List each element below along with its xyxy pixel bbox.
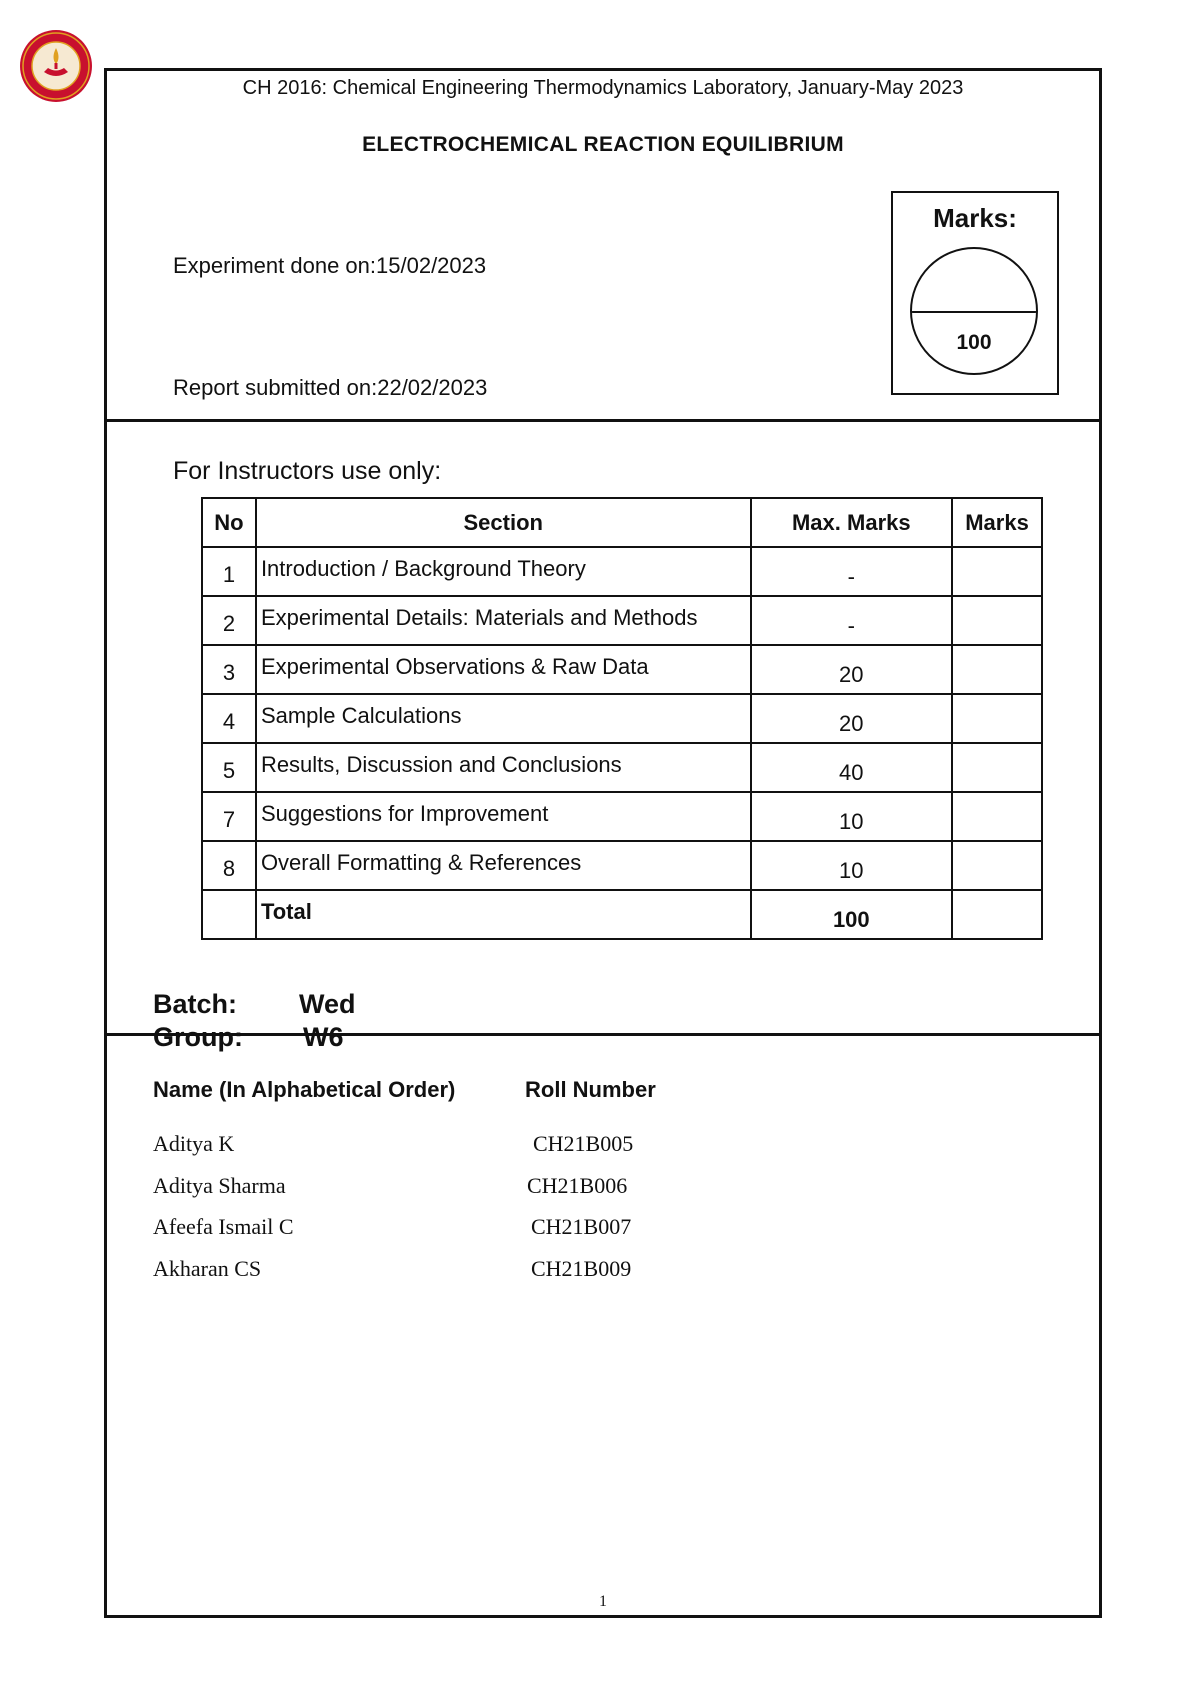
- experiment-title: ELECTROCHEMICAL REACTION EQUILIBRIUM: [362, 133, 844, 156]
- batch-row: [153, 989, 356, 1020]
- row-max-marks: 10: [751, 792, 953, 841]
- column-header-section: Section: [256, 498, 751, 547]
- table-row: [202, 841, 1042, 890]
- member-roll: CH21B009: [531, 1256, 632, 1281]
- row-max-marks: 20: [751, 645, 953, 694]
- member-roll: CH21B007: [531, 1214, 632, 1239]
- member-roll: CH21B006: [527, 1173, 628, 1198]
- batch-value: Wed: [299, 989, 356, 1019]
- page-number: 1: [599, 1593, 607, 1610]
- marks-divider: [912, 311, 1036, 313]
- instructors-heading: For Instructors use only:: [173, 457, 442, 485]
- member-row: [153, 1173, 628, 1199]
- row-max-marks: 10: [751, 841, 953, 890]
- row-marks-cell: [952, 841, 1042, 890]
- member-name: Afeefa Ismail C: [153, 1214, 294, 1239]
- column-header-marks: Marks: [952, 498, 1042, 547]
- report-submitted-date: Report submitted on:22/02/2023: [173, 375, 488, 400]
- batch-label: Batch:: [153, 989, 238, 1019]
- row-section: Experimental Observations & Raw Data: [256, 645, 751, 694]
- row-number: 2: [202, 596, 256, 645]
- section-divider: [107, 1033, 1099, 1036]
- experiment-done-date: Experiment done on:15/02/2023: [173, 253, 487, 278]
- table-row: [202, 547, 1042, 596]
- row-section: Experimental Details: Materials and Methods: [256, 596, 751, 645]
- table-row: [202, 792, 1042, 841]
- row-max-marks: 100: [751, 890, 953, 939]
- section-divider: [107, 419, 1099, 422]
- group-value: W6: [303, 1022, 344, 1052]
- institute-seal-logo-icon: [18, 28, 94, 104]
- row-number: 3: [202, 645, 256, 694]
- table-header-row: [202, 498, 1042, 547]
- row-max-marks: -: [751, 547, 953, 596]
- row-marks-cell: [952, 890, 1042, 939]
- grading-table: [201, 497, 1043, 940]
- row-number: 5: [202, 743, 256, 792]
- table-row: [202, 694, 1042, 743]
- row-max-marks: 20: [751, 694, 953, 743]
- row-number: 7: [202, 792, 256, 841]
- marks-circle: [910, 247, 1038, 375]
- row-number: 8: [202, 841, 256, 890]
- group-label: Group:: [153, 1022, 243, 1052]
- row-section: Results, Discussion and Conclusions: [256, 743, 751, 792]
- row-section: Overall Formatting & References: [256, 841, 751, 890]
- member-row: [153, 1256, 632, 1282]
- cover-page-frame: [104, 68, 1102, 1618]
- course-title: CH 2016: Chemical Engineering Thermodynamics Laboratory, January-May 2023: [242, 77, 964, 99]
- member-name: Aditya Sharma: [153, 1173, 286, 1198]
- row-section: Total: [256, 890, 751, 939]
- group-row: [153, 1022, 344, 1053]
- member-row: [153, 1214, 632, 1240]
- row-section: Suggestions for Improvement: [256, 792, 751, 841]
- row-number: [202, 890, 256, 939]
- row-marks-cell: [952, 694, 1042, 743]
- marks-box: [891, 191, 1059, 395]
- marks-label: Marks:: [933, 203, 1017, 233]
- row-section: Sample Calculations: [256, 694, 751, 743]
- table-row: [202, 596, 1042, 645]
- table-row: [202, 645, 1042, 694]
- member-name: Aditya K: [153, 1131, 235, 1156]
- row-number: 4: [202, 694, 256, 743]
- row-marks-cell: [952, 547, 1042, 596]
- member-row: [153, 1131, 634, 1157]
- name-column-header: Name (In Alphabetical Order): [153, 1077, 456, 1102]
- marks-max-value: 100: [956, 331, 992, 354]
- row-max-marks: -: [751, 596, 953, 645]
- row-marks-cell: [952, 596, 1042, 645]
- row-max-marks: 40: [751, 743, 953, 792]
- row-section: Introduction / Background Theory: [256, 547, 751, 596]
- row-number: 1: [202, 547, 256, 596]
- member-name: Akharan CS: [153, 1256, 262, 1281]
- row-marks-cell: [952, 645, 1042, 694]
- row-marks-cell: [952, 743, 1042, 792]
- column-header-max-marks: Max. Marks: [751, 498, 953, 547]
- row-marks-cell: [952, 792, 1042, 841]
- roll-column-header: Roll Number: [525, 1077, 656, 1102]
- column-header-no: No: [202, 498, 256, 547]
- table-total-row: [202, 890, 1042, 939]
- member-roll: CH21B005: [533, 1131, 634, 1156]
- table-row: [202, 743, 1042, 792]
